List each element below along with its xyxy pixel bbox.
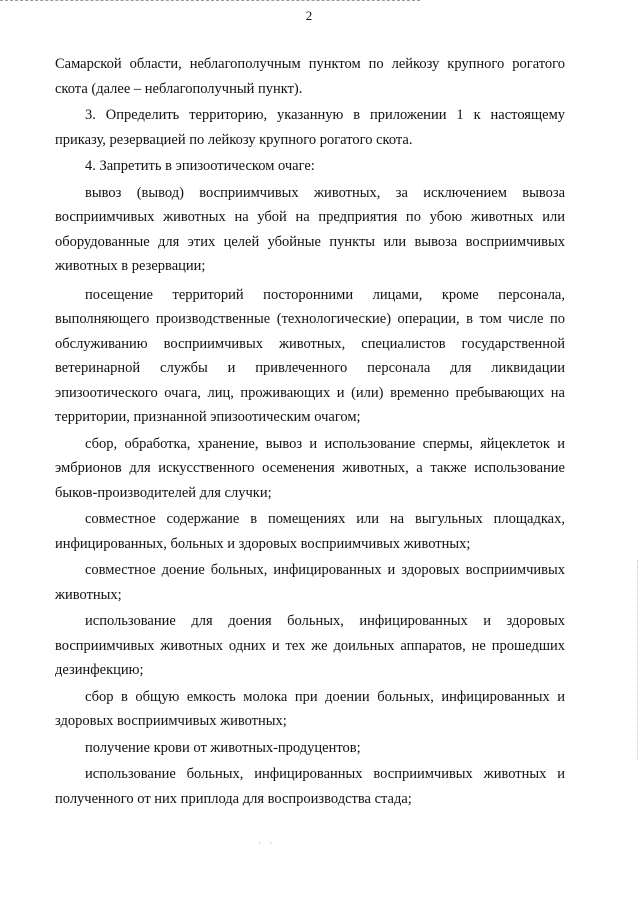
paragraph: сбор в общую емкость молока при доении больных, инфицированных и здоровых восприимчивых животных; — [55, 688, 565, 729]
paragraph: использование для доения больных, инфицированных и здоровых восприимчивых животных одних и тех же доильных аппаратов, не прошедших дезинфекцию; — [55, 613, 565, 678]
paragraph: 4. Запретить в эпизоотическом очаге: — [85, 158, 315, 174]
scan-edge-marks — [635, 560, 638, 760]
scan-specks: · · — [258, 838, 276, 848]
paragraph: использование больных, инфицированных восприимчивых животных и полученного от них приплода для воспроизводства стада; — [55, 766, 565, 807]
paragraph: 3. Определить территорию, указанную в приложении 1 к настоящему приказу, резервацией по лейкозу крупного рогатого скота. — [55, 107, 565, 148]
paragraph: совместное доение больных, инфицированных и здоровых восприимчивых животных; — [55, 562, 565, 603]
paragraph: сбор, обработка, хранение, вывоз и использование спермы, яйцеклеток и эмбрионов для искусственного осеменения животных, а также использование быков-производителей для случки; — [55, 435, 565, 501]
paragraph: Самарской области, неблагополучным пунктом по лейкозу крупного рогатого скота (далее – неблагополучный пункт). — [55, 56, 565, 97]
paragraph: получение крови от животных-продуцентов; — [85, 739, 361, 756]
paragraph: посещение территорий посторонними лицами, кроме персонала, выполняющего производственные (технологические) операции, в том числе по обслуживанию восприимчивых животных, специалистов государственной ветеринарной службы и привлеченного персонала для ликвидации эпизоотического очага, лиц, проживающих и (или) временно пребывающих на территории, признанной эпизоотическим очагом; — [55, 286, 565, 425]
document-body — [55, 52, 565, 811]
scan-top-rule — [0, 0, 420, 4]
paragraph: вывоз (вывод) восприимчивых животных, за исключением вывоза восприимчивых животных на убой на предприятия по убою животных или оборудованные для этих целей убойные пункты или вывоза восприимчивых животных в резервации; — [55, 184, 565, 274]
page-number: 2 — [305, 8, 313, 23]
paragraph: совместное содержание в помещениях или на выгульных площадках, инфицированных, больных и здоровых восприимчивых животных; — [55, 511, 565, 552]
